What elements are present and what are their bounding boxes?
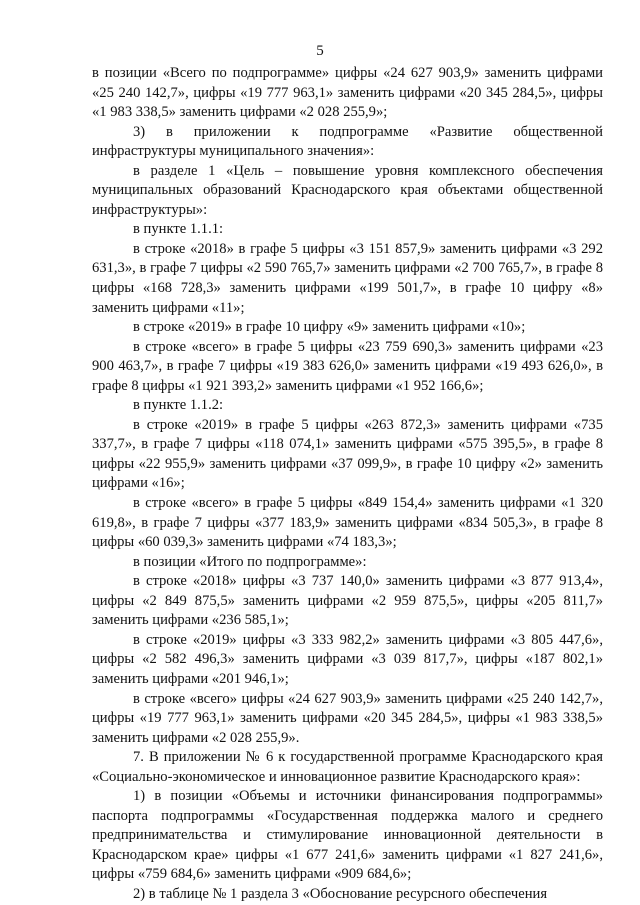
paragraph: в строке «всего» цифры «24 627 903,9» заменить цифрами «25 240 142,7», цифры «19 777 963,1» заменить цифрами «20 345 284,5», цифры «1 983 338,5» заменить цифрами «2 028 255,9». bbox=[92, 690, 603, 746]
paragraph: в строке «всего» в графе 5 цифры «23 759 690,3» заменить цифрами «23 900 463,7», в графе 7 цифры «19 383 626,0» заменить цифрами «19 493 626,0», в графе 8 цифры «1 921 393,2» заменить цифрами «1 952 166,6»; bbox=[92, 338, 603, 394]
paragraph: в строке «2019» в графе 10 цифру «9» заменить цифрами «10»; bbox=[133, 319, 526, 336]
paragraph: 3) в приложении к подпрограмме «Развитие общественной инфраструктуры муниципального значения»: bbox=[92, 123, 603, 160]
paragraph: в строке «2018» в графе 5 цифры «3 151 857,9» заменить цифрами «3 292 631,3», в графе 7 цифры «2 590 765,7» заменить цифрами «2 700 765,7», в графе 8 цифры «168 728,3» заменить цифрами «199 501,7», в графе 10 цифру «8» заменить цифрами «11»; bbox=[92, 240, 603, 316]
document-body bbox=[92, 64, 603, 905]
paragraph: в разделе 1 «Цель – повышение уровня комплексного обеспечения муниципальных образований Краснодарского края объектами общественной инфраструктуры»: bbox=[92, 162, 603, 218]
page-number: 5 bbox=[316, 43, 324, 59]
paragraph: 2) в таблице № 1 раздела 3 «Обоснование ресурсного обеспечения bbox=[133, 885, 548, 902]
paragraph: в пункте 1.1.1: bbox=[133, 221, 224, 238]
paragraph: в позиции «Итого по подпрограмме»: bbox=[133, 553, 367, 570]
paragraph: в пункте 1.1.2: bbox=[133, 397, 224, 414]
paragraph: в позиции «Всего по подпрограмме» цифры «24 627 903,9» заменить цифрами «25 240 142,7», цифры «19 777 963,1» заменить цифрами «20 345 284,5», цифры «1 983 338,5» заменить цифрами «2 028 255,9»; bbox=[92, 65, 603, 121]
paragraph: в строке «2018» цифры «3 737 140,0» заменить цифрами «3 877 913,4», цифры «2 849 875,5» заменить цифрами «2 959 875,5», цифры «205 811,7» заменить цифрами «236 585,1»; bbox=[92, 573, 603, 629]
paragraph: 7. В приложении № 6 к государственной программе Краснодарского края «Социально-экономическое и инновационное развитие Краснодарского края»: bbox=[92, 749, 603, 785]
paragraph: в строке «2019» в графе 5 цифры «263 872,3» заменить цифрами «735 337,7», в графе 7 цифры «118 074,1» заменить цифрами «575 395,5», в графе 8 цифры «22 955,9» заменить цифрами «37 099,9», в графе 10 цифру «2» заменить цифрами «16»; bbox=[92, 416, 603, 492]
paragraph: в строке «всего» в графе 5 цифры «849 154,4» заменить цифрами «1 320 619,8», в графе 7 цифры «377 183,9» заменить цифрами «834 505,3», в графе 8 цифры «60 039,3» заменить цифрами «74 183,3»; bbox=[92, 495, 603, 551]
paragraph: 1) в позиции «Объемы и источники финансирования подпрограммы» паспорта подпрограммы «Государственная поддержка малого и среднего предпринимательства и стимулирование инновационной деятельности в Краснодарском крае» цифры «1 677 241,6» заменить цифрами «1 827 241,6», цифры «759 684,6» заменить цифрами «909 684,6»; bbox=[92, 788, 603, 883]
paragraph: в строке «2019» цифры «3 333 982,2» заменить цифрами «3 805 447,6», цифры «2 582 496,3» заменить цифрами «3 039 817,7», цифры «187 802,1» заменить цифрами «201 946,1»; bbox=[92, 631, 603, 687]
